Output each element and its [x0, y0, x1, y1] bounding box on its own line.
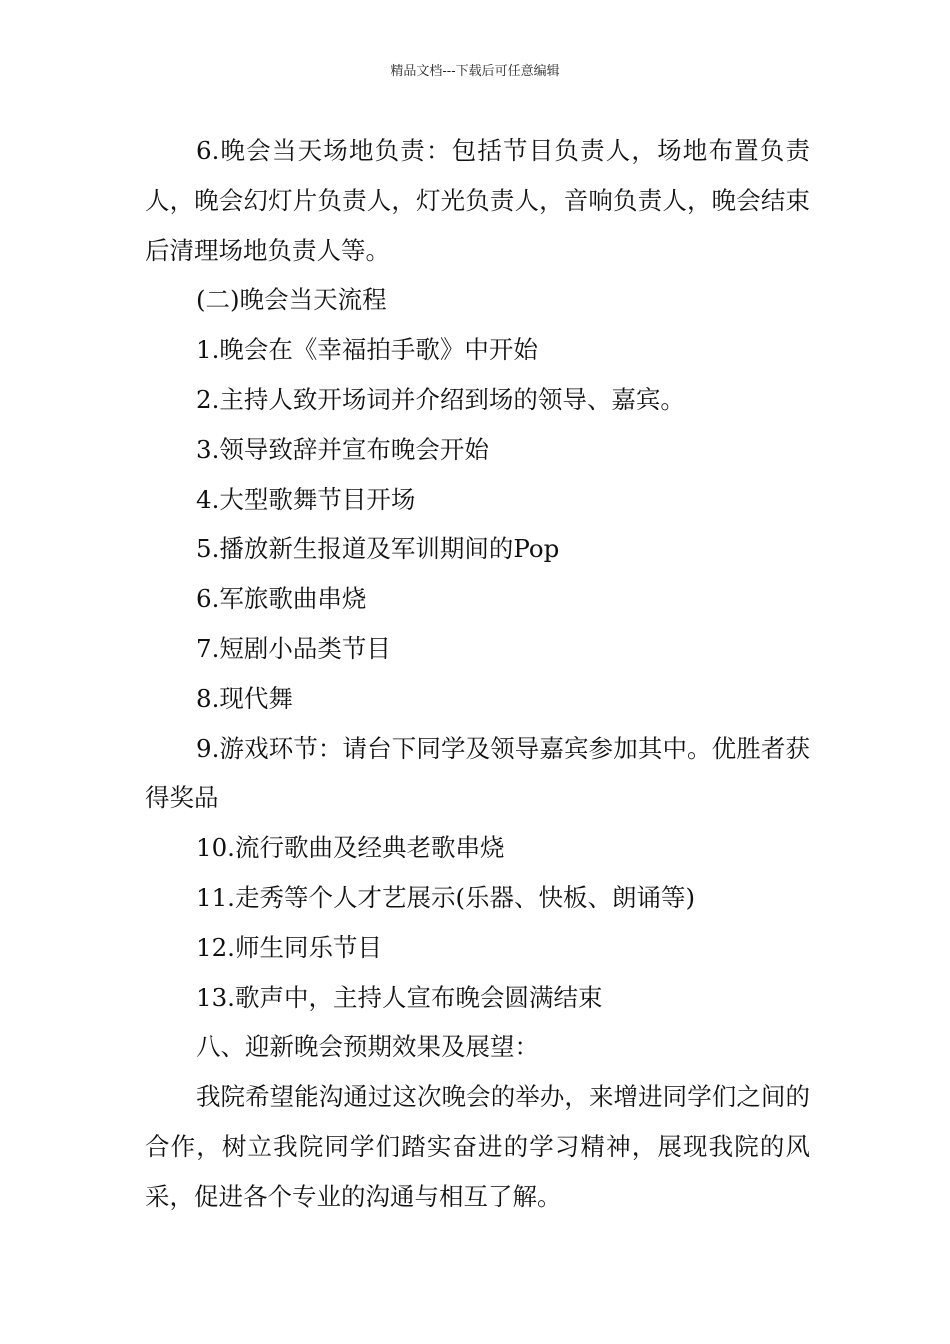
list-item: 7.短剧小品类节目: [196, 633, 391, 663]
list-item: 3.领导致辞并宣布晚会开始: [196, 434, 489, 464]
list-item: 8.现代舞: [196, 683, 293, 713]
list-item: 10.流行歌曲及经典老歌串烧: [196, 833, 505, 863]
list-item: 11.走秀等个人才艺展示(乐器、快板、朗诵等): [196, 882, 696, 912]
list-item: 6.军旅歌曲串烧: [196, 584, 367, 614]
list-item: 5.播放新生报道及军训期间的Pop: [196, 534, 560, 564]
page-header: 精品文档---下载后可任意编辑: [390, 64, 560, 79]
list-item: 9.游戏环节：请台下同学及领导嘉宾参加其中。优胜者获得奖品: [145, 733, 810, 813]
document-body: [145, 126, 810, 1222]
paragraph-venue-responsibility: 6.晚会当天场地负责：包括节目负责人，场地布置负责人，晚会幻灯片负责人，灯光负责人，音响负责人，晚会结束后清理场地负责人等。: [145, 136, 810, 265]
paragraph-expectation: 我院希望能沟通过这次晚会的举办，来增进同学们之间的合作，树立我院同学们踏实奋进的学习精神，展现我院的风采，促进各个专业的沟通与相互了解。: [145, 1082, 810, 1211]
list-item: 4.大型歌舞节目开场: [196, 484, 416, 514]
section-heading-expected-effect: 八、迎新晚会预期效果及展望：: [196, 1032, 539, 1062]
list-item: 12.师生同乐节目: [196, 932, 382, 962]
section-heading-evening-flow: (二)晚会当天流程: [196, 285, 387, 315]
list-item: 2.主持人致开场词并介绍到场的领导、嘉宾。: [196, 384, 685, 414]
list-item: 1.晚会在《幸福拍手歌》中开始: [196, 335, 538, 365]
list-item: 13.歌声中，主持人宣布晚会圆满结束: [196, 982, 603, 1012]
